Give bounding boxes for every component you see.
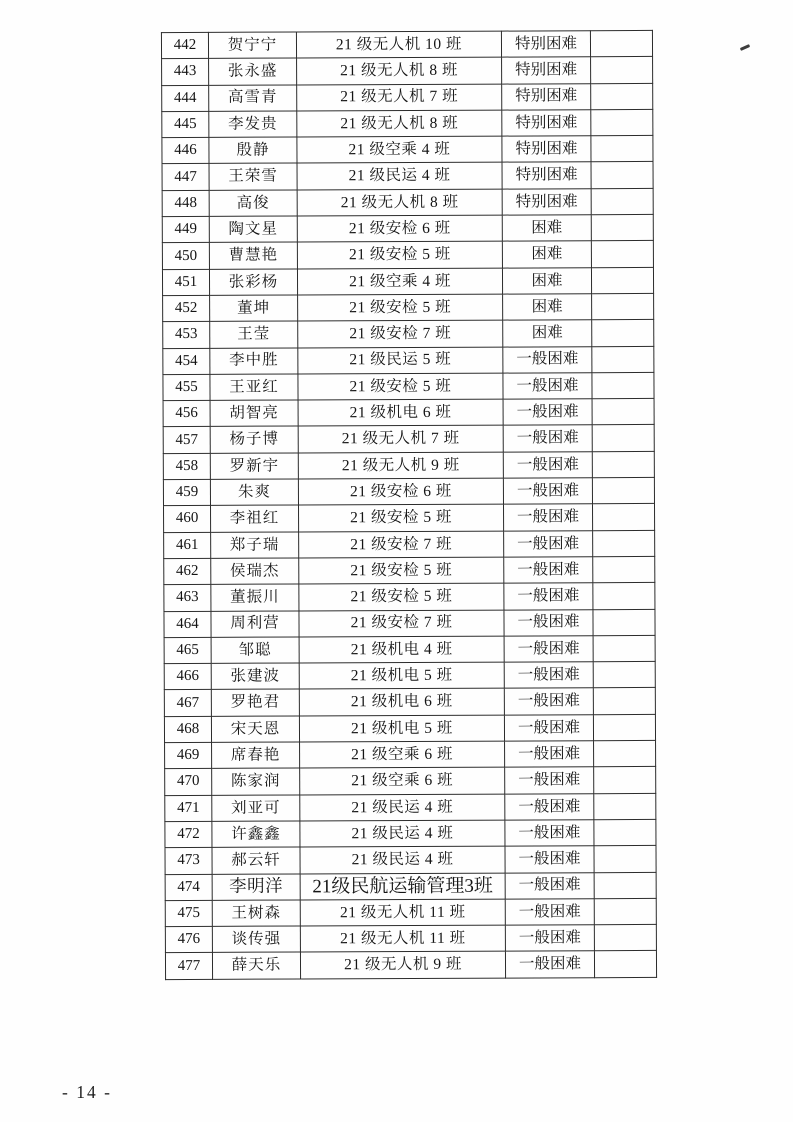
cell-id: 443 bbox=[162, 59, 209, 86]
cell-id: 451 bbox=[162, 269, 209, 296]
cell-id: 459 bbox=[163, 479, 210, 506]
cell-name: 罗新宇 bbox=[210, 453, 298, 480]
cell-class: 21 级空乘 6 班 bbox=[300, 741, 505, 768]
cell-name: 张永盛 bbox=[209, 58, 297, 85]
table-row bbox=[164, 662, 655, 690]
table-row bbox=[162, 188, 653, 216]
cell-empty bbox=[591, 215, 653, 242]
table-row bbox=[164, 504, 655, 532]
cell-status: 一般困难 bbox=[505, 951, 594, 978]
cell-id: 466 bbox=[164, 663, 211, 690]
cell-name: 罗艳君 bbox=[211, 689, 299, 716]
cell-class: 21 级无人机 7 班 bbox=[297, 84, 502, 111]
cell-empty bbox=[592, 293, 654, 320]
cell-status: 一般困难 bbox=[504, 583, 593, 610]
table-row bbox=[162, 267, 653, 295]
cell-id: 470 bbox=[165, 769, 212, 796]
cell-id: 467 bbox=[164, 690, 211, 717]
cell-class: 21 级无人机 11 班 bbox=[300, 925, 505, 952]
cell-empty bbox=[592, 477, 654, 504]
cell-empty bbox=[592, 451, 654, 478]
table-row bbox=[162, 215, 653, 243]
cell-class: 21 级空乘 6 班 bbox=[300, 767, 505, 794]
cell-status: 一般困难 bbox=[505, 741, 594, 768]
cell-class: 21 级机电 6 班 bbox=[299, 689, 504, 716]
cell-name: 王荣雪 bbox=[209, 163, 297, 190]
cell-id: 447 bbox=[162, 164, 209, 191]
cell-id: 446 bbox=[162, 138, 209, 165]
cell-name: 殷静 bbox=[209, 137, 297, 164]
cell-status: 一般困难 bbox=[505, 820, 594, 847]
cell-class: 21 级空乘 4 班 bbox=[297, 268, 502, 295]
cell-name: 陈家润 bbox=[212, 768, 300, 795]
cell-empty bbox=[594, 740, 656, 767]
cell-empty bbox=[591, 188, 653, 215]
cell-name: 王莹 bbox=[210, 321, 298, 348]
cell-status: 特别困难 bbox=[502, 188, 591, 215]
cell-name: 宋天恩 bbox=[211, 716, 299, 743]
cell-id: 455 bbox=[163, 374, 210, 401]
cell-status: 特别困难 bbox=[502, 136, 591, 163]
cell-name: 曹慧艳 bbox=[209, 242, 297, 269]
cell-class: 21 级无人机 11 班 bbox=[300, 899, 505, 926]
table-row bbox=[164, 583, 655, 611]
cell-class: 21 级空乘 4 班 bbox=[297, 136, 502, 163]
cell-status: 困难 bbox=[503, 320, 592, 347]
table-row bbox=[163, 346, 654, 374]
cell-class: 21 级无人机 10 班 bbox=[296, 31, 501, 58]
cell-name: 高俊 bbox=[209, 190, 297, 217]
cell-class: 21 级安检 5 班 bbox=[299, 557, 504, 584]
cell-class: 21 级无人机 9 班 bbox=[300, 951, 505, 978]
cell-empty bbox=[591, 162, 653, 189]
cell-name: 郝云轩 bbox=[212, 847, 300, 874]
table-row bbox=[163, 477, 654, 505]
cell-class: 21 级安检 5 班 bbox=[298, 294, 503, 321]
cell-name: 谈传强 bbox=[212, 926, 300, 953]
cell-id: 456 bbox=[163, 401, 210, 428]
cell-class: 21 级无人机 9 班 bbox=[298, 452, 503, 479]
cell-class: 21 级安检 5 班 bbox=[298, 373, 503, 400]
cell-class: 21 级机电 4 班 bbox=[299, 636, 504, 663]
table-row bbox=[162, 162, 653, 190]
cell-id: 450 bbox=[162, 243, 209, 270]
cell-class: 21 级安检 7 班 bbox=[299, 531, 504, 558]
cell-class: 21 级安检 5 班 bbox=[297, 241, 502, 268]
cell-name: 王树森 bbox=[212, 900, 300, 927]
table-row bbox=[164, 714, 655, 742]
cell-id: 445 bbox=[162, 111, 209, 138]
cell-empty bbox=[592, 425, 654, 452]
cell-id: 473 bbox=[165, 848, 212, 875]
cell-status: 一般困难 bbox=[503, 373, 592, 400]
cell-id: 460 bbox=[164, 506, 211, 533]
cell-empty bbox=[594, 951, 656, 978]
cell-status: 一般困难 bbox=[504, 688, 593, 715]
cell-class: 21 级安检 7 班 bbox=[299, 610, 504, 637]
table-row bbox=[164, 635, 655, 663]
cell-empty bbox=[594, 846, 656, 873]
cell-name: 陶文星 bbox=[209, 216, 297, 243]
cell-empty bbox=[592, 504, 654, 531]
cell-empty bbox=[593, 714, 655, 741]
cell-id: 453 bbox=[163, 322, 210, 349]
cell-id: 444 bbox=[162, 85, 209, 112]
cell-id: 471 bbox=[165, 795, 212, 822]
table-row bbox=[165, 793, 656, 821]
cell-class: 21 级安检 7 班 bbox=[298, 320, 503, 347]
table-row bbox=[163, 372, 654, 400]
cell-empty bbox=[594, 898, 656, 925]
table-row bbox=[165, 951, 656, 979]
cell-name: 周利营 bbox=[211, 611, 299, 638]
cell-class: 21 级民运 4 班 bbox=[297, 163, 502, 190]
student-aid-table bbox=[161, 30, 657, 980]
cell-id: 461 bbox=[164, 532, 211, 559]
cell-id: 477 bbox=[165, 953, 212, 980]
cell-status: 一般困难 bbox=[504, 530, 593, 557]
cell-class: 21 级无人机 8 班 bbox=[297, 110, 502, 137]
cell-name: 薛天乐 bbox=[212, 952, 300, 979]
cell-empty bbox=[593, 583, 655, 610]
cell-empty bbox=[592, 399, 654, 426]
cell-status: 一般困难 bbox=[504, 662, 593, 689]
cell-empty bbox=[591, 109, 653, 136]
cell-class: 21 级无人机 7 班 bbox=[298, 426, 503, 453]
table-row bbox=[163, 425, 654, 453]
table-row bbox=[162, 57, 653, 85]
cell-empty bbox=[590, 30, 652, 57]
table-row bbox=[165, 819, 656, 847]
cell-id: 442 bbox=[161, 32, 208, 59]
cell-status: 困难 bbox=[502, 241, 591, 268]
table-row bbox=[162, 241, 653, 269]
cell-id: 454 bbox=[163, 348, 210, 375]
cell-class: 21 级机电 6 班 bbox=[298, 399, 503, 426]
cell-id: 462 bbox=[164, 558, 211, 585]
cell-id: 474 bbox=[165, 874, 212, 901]
cell-empty bbox=[592, 346, 654, 373]
cell-class: 21 级民运 4 班 bbox=[300, 794, 505, 821]
cell-id: 457 bbox=[163, 427, 210, 454]
scan-artifact-mark bbox=[740, 44, 750, 51]
cell-id: 452 bbox=[163, 295, 210, 322]
cell-empty bbox=[593, 609, 655, 636]
cell-id: 465 bbox=[164, 637, 211, 664]
cell-empty bbox=[593, 688, 655, 715]
cell-empty bbox=[591, 83, 653, 110]
cell-class: 21 级民运 4 班 bbox=[300, 846, 505, 873]
cell-name: 李祖红 bbox=[211, 505, 299, 532]
cell-status: 一般困难 bbox=[503, 425, 592, 452]
cell-id: 449 bbox=[162, 216, 209, 243]
cell-status: 一般困难 bbox=[503, 504, 592, 531]
cell-status: 特别困难 bbox=[502, 57, 591, 84]
page-number: - 14 - bbox=[62, 1082, 112, 1102]
cell-status: 一般困难 bbox=[504, 557, 593, 584]
table-row bbox=[165, 846, 656, 874]
cell-status: 一般困难 bbox=[504, 609, 593, 636]
cell-name: 王亚红 bbox=[210, 374, 298, 401]
cell-empty bbox=[594, 767, 656, 794]
cell-empty bbox=[594, 872, 656, 899]
cell-id: 463 bbox=[164, 585, 211, 612]
cell-status: 一般困难 bbox=[505, 898, 594, 925]
cell-name: 李明洋 bbox=[212, 873, 300, 900]
table-row bbox=[164, 530, 655, 558]
cell-name: 李发贵 bbox=[209, 111, 297, 138]
cell-id: 468 bbox=[164, 716, 211, 743]
cell-class: 21 级无人机 8 班 bbox=[297, 189, 502, 216]
table-row bbox=[165, 898, 656, 926]
cell-id: 469 bbox=[165, 742, 212, 769]
table-row bbox=[163, 451, 654, 479]
cell-empty bbox=[594, 819, 656, 846]
cell-empty bbox=[594, 793, 656, 820]
cell-status: 一般困难 bbox=[504, 714, 593, 741]
cell-status: 一般困难 bbox=[505, 767, 594, 794]
table-row bbox=[162, 109, 653, 137]
cell-empty bbox=[593, 556, 655, 583]
cell-empty bbox=[591, 57, 653, 84]
cell-class: 21 级民运 4 班 bbox=[300, 820, 505, 847]
cell-status: 困难 bbox=[503, 294, 592, 321]
cell-class: 21 级安检 5 班 bbox=[299, 583, 504, 610]
student-table-body bbox=[161, 30, 656, 979]
cell-empty bbox=[593, 635, 655, 662]
cell-status: 特别困难 bbox=[502, 162, 591, 189]
table-row bbox=[165, 740, 656, 768]
cell-status: 特别困难 bbox=[502, 83, 591, 110]
cell-name: 李中胜 bbox=[210, 348, 298, 375]
cell-status: 一般困难 bbox=[505, 793, 594, 820]
table-row bbox=[163, 293, 654, 321]
table-row bbox=[165, 925, 656, 953]
cell-name: 董坤 bbox=[210, 295, 298, 322]
cell-name: 朱爽 bbox=[210, 479, 298, 506]
cell-class: 21 级安检 5 班 bbox=[299, 504, 504, 531]
cell-name: 张彩杨 bbox=[209, 269, 297, 296]
cell-empty bbox=[591, 267, 653, 294]
cell-id: 464 bbox=[164, 611, 211, 638]
cell-status: 一般困难 bbox=[504, 636, 593, 663]
table-row bbox=[164, 688, 655, 716]
cell-class: 21 级安检 6 班 bbox=[298, 478, 503, 505]
cell-status: 特别困难 bbox=[502, 110, 591, 137]
cell-class: 21 级机电 5 班 bbox=[299, 715, 504, 742]
cell-id: 472 bbox=[165, 821, 212, 848]
cell-empty bbox=[594, 925, 656, 952]
table-row bbox=[162, 136, 653, 164]
cell-class: 21 级机电 5 班 bbox=[299, 662, 504, 689]
cell-id: 458 bbox=[163, 453, 210, 480]
table-row bbox=[165, 767, 656, 795]
table-row bbox=[162, 83, 653, 111]
cell-class: 21 级无人机 8 班 bbox=[297, 57, 502, 84]
cell-name: 侯瑞杰 bbox=[211, 558, 299, 585]
cell-name: 许鑫鑫 bbox=[212, 821, 300, 848]
cell-empty bbox=[593, 530, 655, 557]
cell-status: 一般困难 bbox=[505, 872, 594, 899]
cell-status: 一般困难 bbox=[505, 846, 594, 873]
cell-status: 特别困难 bbox=[501, 31, 590, 58]
cell-id: 476 bbox=[165, 926, 212, 953]
cell-status: 一般困难 bbox=[503, 451, 592, 478]
cell-status: 一般困难 bbox=[503, 478, 592, 505]
cell-status: 一般困难 bbox=[503, 399, 592, 426]
cell-empty bbox=[593, 662, 655, 689]
cell-status: 一般困难 bbox=[505, 925, 594, 952]
cell-status: 困难 bbox=[502, 215, 591, 242]
table-row bbox=[163, 399, 654, 427]
cell-id: 448 bbox=[162, 190, 209, 217]
cell-name: 高雪青 bbox=[209, 85, 297, 112]
cell-name: 郑子瑞 bbox=[211, 532, 299, 559]
cell-status: 困难 bbox=[502, 267, 591, 294]
table-row bbox=[161, 30, 652, 58]
cell-empty bbox=[592, 372, 654, 399]
cell-name: 邹聪 bbox=[211, 637, 299, 664]
cell-empty bbox=[591, 136, 653, 163]
cell-name: 张建波 bbox=[211, 663, 299, 690]
cell-name: 胡智亮 bbox=[210, 400, 298, 427]
cell-class: 21 级民运 5 班 bbox=[298, 347, 503, 374]
cell-id: 475 bbox=[165, 900, 212, 927]
cell-name: 杨子博 bbox=[210, 426, 298, 453]
cell-status: 一般困难 bbox=[503, 346, 592, 373]
table-row bbox=[163, 320, 654, 348]
cell-name: 席春艳 bbox=[212, 742, 300, 769]
cell-name: 刘亚可 bbox=[212, 795, 300, 822]
table-row bbox=[164, 609, 655, 637]
cell-name: 董振川 bbox=[211, 584, 299, 611]
cell-class: 21级民航运输管理3班 bbox=[300, 873, 505, 900]
table-row bbox=[164, 556, 655, 584]
cell-empty bbox=[591, 241, 653, 268]
cell-empty bbox=[592, 320, 654, 347]
table-row bbox=[165, 872, 656, 900]
cell-name: 贺宁宁 bbox=[208, 32, 296, 59]
cell-class: 21 级安检 6 班 bbox=[297, 215, 502, 242]
